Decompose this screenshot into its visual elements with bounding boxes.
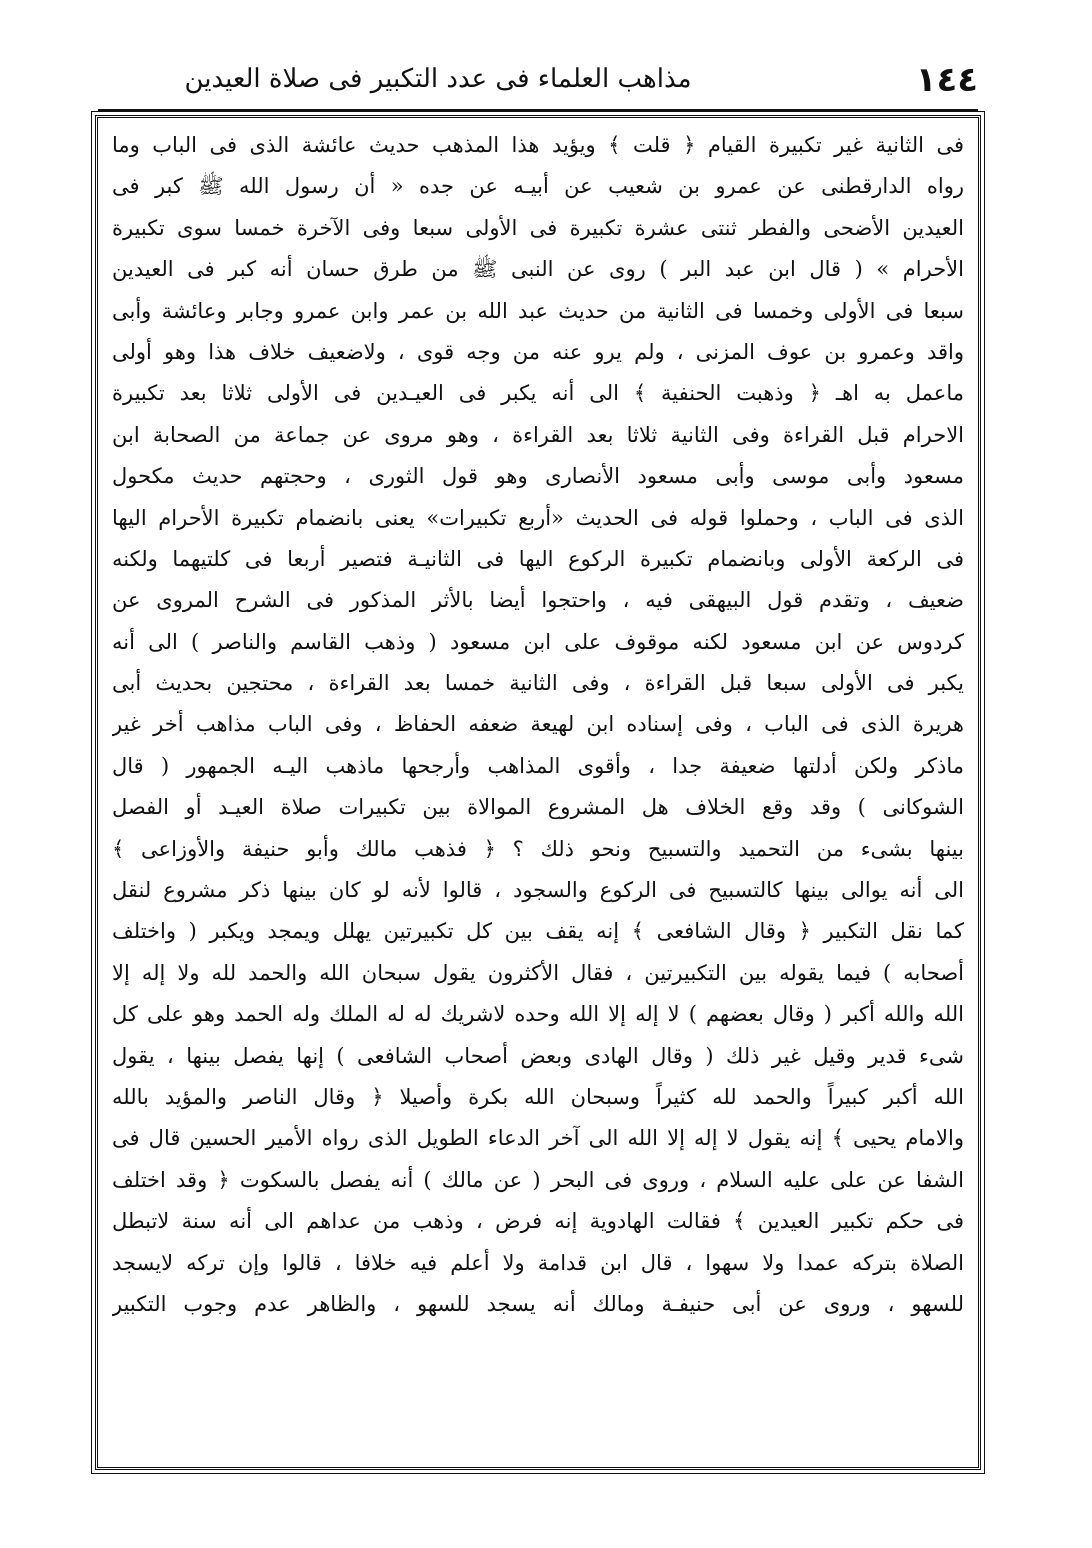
text-line: الاحرام قبل القراءة وفى الثانية ثلاثا بعد القراءة ، وهو مروى عن جماعة من الصحابة ابن bbox=[112, 422, 964, 447]
text-line: فى حكم تكبير العيدين ﴾ فقالت الهادوية إنه فرض ، وذهب من عداهم الى أنه سنة لاتبطل bbox=[112, 1209, 964, 1234]
page-number: ١٤٤ bbox=[915, 60, 978, 100]
text-line: الذى فى الباب ، وحملوا قوله فى الحديث «أربع تكبيرات» يعنى بانضمام تكبيرة الأحرام اليها bbox=[112, 505, 964, 530]
text-line bbox=[112, 1367, 964, 1408]
text-line: الله والله أكبر ( وقال بعضهم ) لا إله إلا الله وحده لاشريك له له الملك وله الحمد وهو على كل bbox=[112, 1002, 964, 1027]
text-line: رواه الدارقطنى عن عمرو بن شعيب عن أبيـه عن جده « أن رسول الله ﷺ كبر فى bbox=[112, 174, 964, 199]
text-line: والامام يحيى ﴾ إنه يقول لا إله إلا الله الى آخر الدعاء الطويل الذى رواه الأمير الحسين قال فى bbox=[112, 1126, 964, 1151]
text-line: الى أنه يوالى بينها كالتسبيح فى الركوع والسجود ، قالوا لأنه لو كان بينها ذكر مشروع لنقل bbox=[112, 878, 964, 903]
text-line: ضعيف ، وتقدم قول البيهقى فيه ، واحتجوا أيضا بالأثر المذكور فى الشرح المروى عن bbox=[112, 588, 964, 613]
body-text bbox=[112, 125, 964, 1450]
text-line: فى الركعة الأولى وبانضمام تكبيرة الركوع اليها فى الثانيـة فتصير أربعا فى كلتيهما ولكنه bbox=[112, 546, 964, 571]
text-line: مسعود وأبى موسى وأبى مسعود الأنصارى وهو قول الثورى ، وحجتهم حديث مكحول bbox=[112, 464, 964, 489]
text-line: ماذكر ولكن أدلتها ضعيفة جدا ، وأقوى المذاهب وأرجحها ماذهب اليـه الجمهور ( قال bbox=[112, 753, 964, 778]
text-line: العيدين الأضحى والفطر ثنتى عشرة تكبيرة فى الأولى سبعا وفى الآخرة خمسا سوى تكبيرة bbox=[112, 215, 964, 240]
text-line bbox=[112, 1408, 964, 1449]
text-line: فى الثانية غير تكبيرة القيام ﴿ قلت ﴾ ويؤيد هذا المذهب حديث عائشة الذى فى الباب وما bbox=[112, 133, 964, 157]
text-line: الصلاة بتركه عمدا ولا سهوا ، قال ابن قدامة ولا أعلم فيه خلافا ، قالوا وإن تركه لايسجد bbox=[112, 1250, 964, 1275]
text-line: أصحابه ) فيما يقوله بين التكبيرتين ، فقال الأكثرون يقول سبحان الله والحمد لله ولا إله إلا bbox=[112, 960, 964, 985]
header-rule bbox=[98, 109, 978, 111]
text-line: واقد وعمرو بن عوف المزنى ، ولم يرو عنه من وجه قوى ، ولاضعيف خلاف هذا وهو أولى bbox=[112, 339, 964, 364]
text-line: يكبر فى الأولى سبعا قبل القراءة ، وفى الثانية خمسا بعد القراءة ، محتجين بحديث أبى bbox=[112, 671, 964, 696]
text-line: كردوس عن ابن مسعود لكنه موقوف على ابن مسعود ( وذهب القاسم والناصر ) الى أنه bbox=[112, 629, 964, 654]
running-title: مذاهب العلماء فى عدد التكبير فى صلاة العيدين bbox=[184, 64, 692, 94]
text-line: بينها بشىء من التحميد والتسبيح ونحو ذلك ؟ ﴿ فذهب مالك وأبو حنيفة والأوزاعى ﴾ bbox=[112, 836, 964, 861]
text-line: كما نقل التكبير ﴿ وقال الشافعى ﴾ إنه يقف بين كل تكبيرتين يهلل ويمجد ويكبر ( واختلف bbox=[112, 919, 964, 944]
text-line: الشوكانى ) وقد وقع الخلاف هل المشروع الموالاة بين تكبيرات صلاة العيـد أو الفصل bbox=[112, 795, 964, 820]
text-line: للسهو ، وروى عن أبى حنيفـة ومالك أنه يسجد للسهو ، والظاهر عدم وجوب التكبير bbox=[112, 1291, 964, 1316]
text-line: ماعمل به اهـ ﴿ وذهبت الحنفية ﴾ الى أنه يكبر فى العيـدين فى الأولى ثلاثا بعد تكبيرة bbox=[112, 381, 964, 406]
text-line: الأحرام » ( قال ابن عبد البر ) روى عن النبى ﷺ من طرق حسان أنه كبر فى العيدين bbox=[112, 257, 964, 282]
text-line bbox=[112, 1325, 964, 1366]
text-line: الله أكبر كبيراً والحمد لله كثيراً وسبحان الله بكرة وأصيلا ﴿ وقال الناصر والمؤيد بالله bbox=[112, 1084, 964, 1109]
text-line: سبعا فى الأولى وخمسا فى الثانية من حديث عبد الله بن عمر وابن عمرو وجابر وعائشة وأبى bbox=[112, 298, 964, 323]
text-line: الشفا عن على عليه السلام ، وروى فى البحر ( عن مالك ) أنه يفصل بالسكوت ﴿ وقد اختلف bbox=[112, 1167, 964, 1192]
text-line: شىء قدير وقيل غير ذلك ( وقال الهادى وبعض أصحاب الشافعى ) إنها يفصل بينها ، يقول bbox=[112, 1043, 964, 1068]
text-line: هريرة الذى فى الباب ، وفى إسناده ابن لهيعة ضعفه الحفاظ ، وفى الباب مذاهب أخر غير bbox=[112, 712, 964, 737]
page-header bbox=[98, 55, 978, 111]
